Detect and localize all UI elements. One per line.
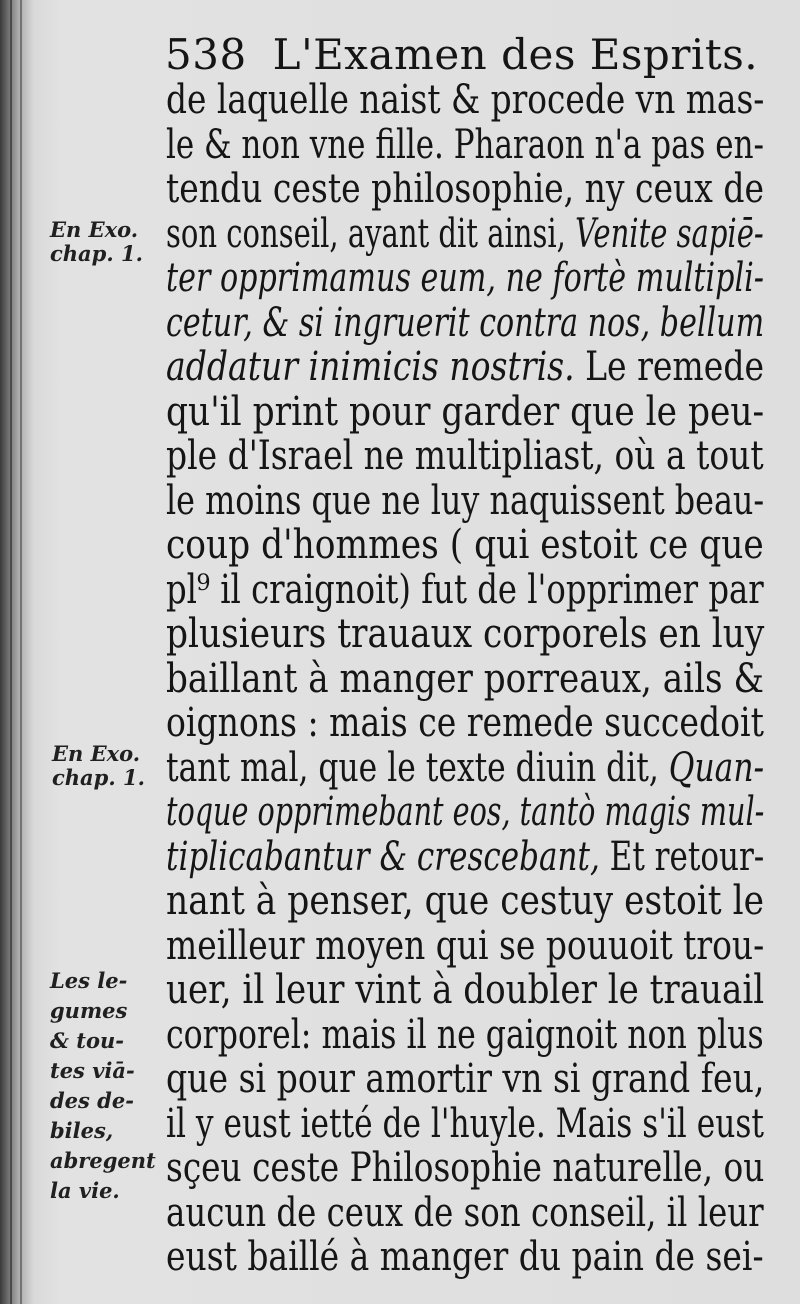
text-run: Le remede	[574, 344, 765, 390]
latin-quote: toque opprimebant eos, tantò magis mul-	[166, 789, 765, 835]
text-run: son conseil, ayant dit ainsi,	[166, 210, 576, 257]
text-line	[166, 611, 765, 657]
text-line	[166, 1145, 765, 1191]
text-run: oignons : mais ce remede succedoit	[166, 700, 764, 746]
latin-quote: Venite sapiē-	[575, 210, 764, 257]
latin-quote: cetur, & si ingruerit contra nos, bellum	[166, 299, 765, 346]
page-number: 538	[165, 30, 247, 79]
text-line	[166, 789, 765, 835]
text-run: uer, il leur vint à doubler le trauail	[166, 967, 765, 1013]
gutter-line	[20, 0, 22, 1304]
text-line	[166, 700, 764, 746]
text-run: pl⁹ il craignoit) fut de l'opprimer par	[166, 566, 764, 613]
text-run: meilleur moyen qui se pouuoit trou-	[166, 922, 765, 969]
text-line	[166, 210, 764, 257]
latin-quote: ter opprimamus eum, ne fortè multipli-	[166, 255, 764, 301]
text-run: sçeu ceste Philosophie naturelle, ou	[166, 1145, 765, 1191]
text-line	[166, 166, 765, 212]
text-line	[166, 388, 765, 435]
margin-note-exodus-2: En Exo. chap. 1.	[52, 741, 145, 790]
text-line	[166, 655, 764, 702]
text-run: le & non vne fille. Pharaon n'a pas en-	[166, 121, 764, 168]
text-line	[166, 299, 765, 346]
text-run: de laquelle naist & procede vn mas-	[166, 77, 765, 123]
text-run: tant mal, que le texte diuin dit,	[166, 744, 669, 791]
margin-note-exodus-1: En Exo. chap. 1.	[50, 217, 143, 266]
text-run: aucun de ceux de son conseil, il leur	[166, 1189, 764, 1236]
text-line	[166, 1189, 764, 1236]
margin-note-legumes: Les le- gumes & tou- tes viā- des de- biles, abregent la vie.	[50, 968, 156, 1203]
text-run: ple d'Israel ne multipliast, où a tout	[166, 433, 764, 479]
running-title: L'Examen des Esprits.	[272, 30, 759, 79]
text-run: il y eust ietté de l'huyle. Mais s'il eust	[166, 1100, 764, 1147]
text-line	[166, 477, 765, 524]
text-line	[166, 1234, 764, 1280]
text-line	[166, 922, 765, 969]
text-line	[166, 433, 764, 479]
text-run: baillant à manger porreaux, ails &	[166, 655, 764, 702]
text-line	[166, 878, 765, 924]
text-line	[166, 833, 765, 880]
latin-quote: Quan-	[668, 744, 765, 791]
text-line	[166, 522, 764, 568]
text-run: tendu ceste philosophie, ny ceux de	[166, 166, 765, 212]
latin-quote: tiplicabantur & crescebant,	[166, 833, 600, 880]
text-run: coup d'hommes ( qui estoit ce que	[166, 522, 764, 568]
latin-quote: addatur inimicis nostris.	[166, 344, 575, 390]
text-line	[166, 255, 764, 301]
text-line	[166, 344, 765, 390]
text-run: Et retour-	[599, 833, 765, 880]
text-run: qu'il print pour garder que le peu-	[166, 388, 765, 435]
text-line	[166, 1056, 765, 1102]
text-run: corporel: mais il ne gaignoit non plus	[166, 1011, 764, 1058]
text-line	[166, 967, 765, 1013]
text-line	[166, 744, 765, 791]
text-run: eust baillé à manger du pain de sei-	[166, 1234, 764, 1280]
text-run: plusieurs trauaux corporels en luy	[166, 611, 765, 657]
running-head	[165, 30, 765, 80]
text-line	[166, 77, 765, 123]
text-run: nant à penser, que cestuy estoit le	[166, 878, 765, 924]
text-run: le moins que ne luy naquissent beau-	[166, 477, 765, 524]
gutter-line	[10, 0, 12, 1304]
text-run: que si pour amortir vn si grand feu,	[166, 1056, 765, 1102]
text-line	[166, 1011, 764, 1058]
text-line	[166, 121, 764, 168]
text-line	[166, 566, 764, 613]
text-line	[166, 1100, 764, 1147]
